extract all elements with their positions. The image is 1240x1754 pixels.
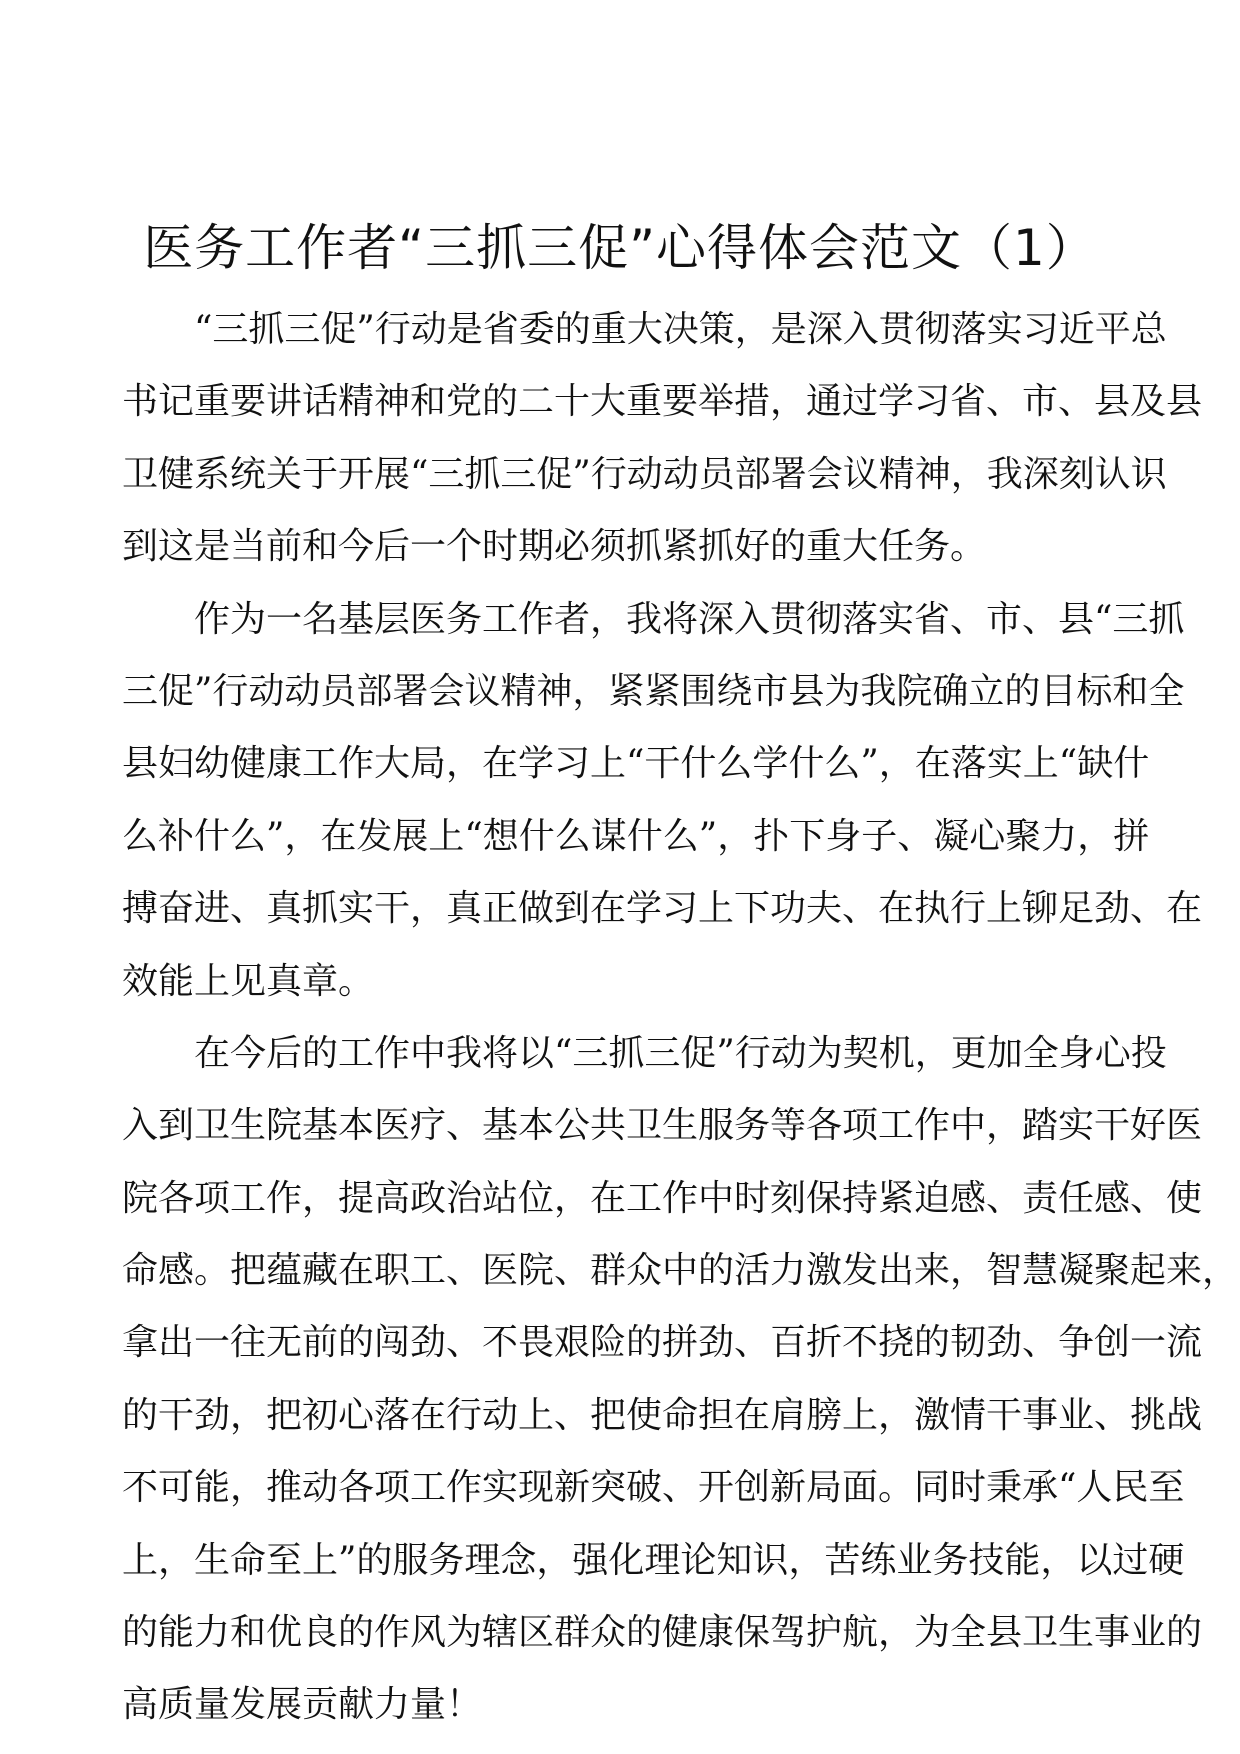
- paragraph-line: 县妇幼健康工作大局，在学习上“干什么学什么”，在落实上“缺什: [122, 743, 1150, 785]
- paragraph-line: 三促”行动动员部署会议精神，紧紧围绕市县为我院确立的目标和全: [122, 670, 1185, 712]
- paragraph-line: 卫健系统关于开展“三抓三促”行动动员部署会议精神，我深刻认识: [122, 453, 1167, 495]
- paragraph-line: 入到卫生院基本医疗、基本公共卫生服务等各项工作中，踏实干好医: [122, 1105, 1203, 1147]
- paragraph-line: 书记重要讲话精神和党的二十大重要举措，通过学习省、市、县及县: [122, 381, 1203, 423]
- paragraph-line: 上，生命至上”的服务理念，强化理论知识，苦练业务技能，以过硬: [122, 1539, 1185, 1581]
- paragraph-line: 的干劲，把初心落在行动上、把使命担在肩膀上，激情干事业、挑战: [122, 1394, 1203, 1436]
- paragraph-line: 效能上见真章。: [122, 960, 375, 1002]
- paragraph: [122, 294, 1203, 584]
- paragraph-line: 在今后的工作中我将以“三抓三促”行动为契机，更加全身心投: [194, 1032, 1167, 1074]
- paragraph-line: “三抓三促”行动是省委的重大决策，是深入贯彻落实习近平总: [194, 309, 1167, 350]
- paragraph-line: 作为一名基层医务工作者，我将深入贯彻落实省、市、县“三抓: [194, 598, 1185, 640]
- paragraph-line: 么补什么”，在发展上“想什么谋什么”，扑下身子、凝心聚力，拼: [122, 815, 1150, 857]
- document-body: [122, 294, 1239, 1742]
- paragraph-line: 的能力和优良的作风为辖区群众的健康保驾护航，为全县卫生事业的: [122, 1612, 1203, 1654]
- paragraph: [122, 584, 1203, 1018]
- paragraph-line: 院各项工作，提高政治站位，在工作中时刻保持紧迫感、责任感、使: [122, 1177, 1203, 1219]
- paragraph-line: 命感。把蕴藏在职工、医院、群众中的活力激发出来，智慧凝聚起来，: [122, 1250, 1239, 1292]
- paragraph: [122, 1018, 1239, 1742]
- document-title: 医务工作者“三抓三促”心得体会范文（1）: [143, 218, 1097, 277]
- paragraph-line: 到这是当前和今后一个时期必须抓紧抓好的重大任务。: [122, 526, 987, 568]
- paragraph-line: 拿出一往无前的闯劲、不畏艰险的拼劲、百折不挠的韧劲、争创一流: [122, 1322, 1203, 1364]
- paragraph-line: 高质量发展贡献力量！: [122, 1684, 483, 1726]
- paragraph-line: 不可能，推动各项工作实现新突破、开创新局面。同时秉承“人民至: [122, 1467, 1185, 1509]
- paragraph-line: 搏奋进、真抓实干，真正做到在学习上下功夫、在执行上铆足劲、在: [122, 888, 1203, 930]
